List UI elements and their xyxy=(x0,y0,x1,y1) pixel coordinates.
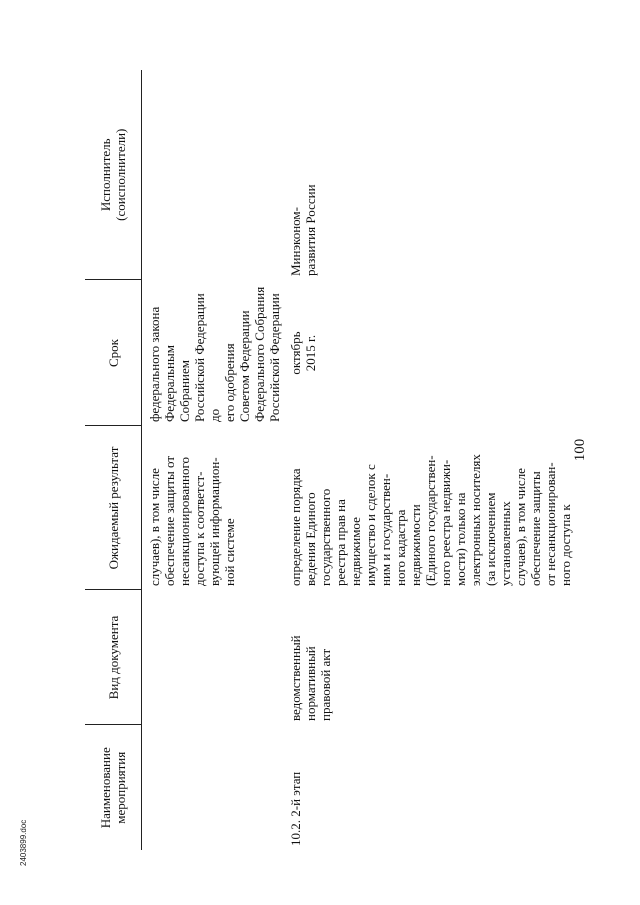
header-deadline: Срок xyxy=(85,280,142,426)
cell-executor: Минэконом- развития России xyxy=(288,184,318,276)
header-executor: Исполнитель (соисполнители) xyxy=(85,70,142,280)
cell-expected-result: определение порядка ведения Единого государственного реестра прав на недвижимое имущество и сделок с ним и государствен- ного кадастра недвижимости (Единого государствен- ного реестра недвижи- мости) только на электронных носителях (за исключением установленных случаев), в том числе обеспечение защиты от несанкционирован- ного доступа к xyxy=(288,454,573,586)
cell-document-type xyxy=(142,590,283,725)
measures-table xyxy=(85,70,573,850)
cell-deadline: октябрь 2015 г. xyxy=(288,331,318,375)
document-code: 2403899.doc xyxy=(19,819,28,866)
header-expected-result: Ожидаемый результат xyxy=(85,426,142,590)
table-row xyxy=(282,70,573,850)
cell-document-type: ведомственный нормативный правовой акт xyxy=(288,635,333,721)
page-number: 100 xyxy=(572,438,588,462)
cell-executor xyxy=(142,70,283,280)
table-header-row xyxy=(85,70,142,850)
header-document-type: Вид документа xyxy=(85,590,142,725)
table-row xyxy=(142,70,283,850)
cell-measure-name xyxy=(142,725,283,850)
cell-deadline: федерального закона Федеральным Собранием Российской Федерации до его одобрения Советом Федерации Федерального Собрания Российской Федерации xyxy=(147,286,282,422)
cell-measure-name: 10.2. 2-й этап xyxy=(288,771,303,846)
rotated-page xyxy=(0,30,640,870)
header-measure-name: Наименование мероприятия xyxy=(85,725,142,850)
cell-expected-result: случаев), в том числе обеспечение защиты от несанкционированного доступа к соответст- вующей информацион- ной системе xyxy=(147,456,237,586)
